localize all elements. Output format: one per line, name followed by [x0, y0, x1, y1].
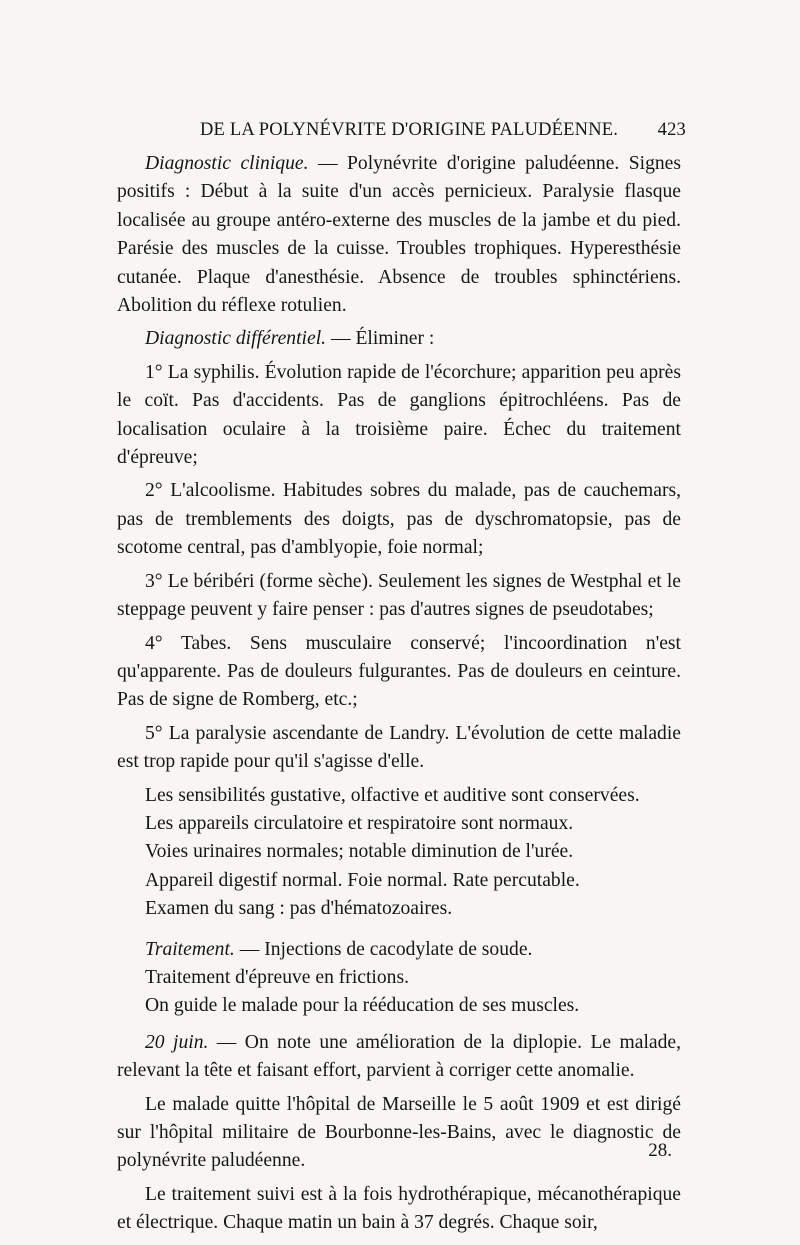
paragraph-lead: 20 juin. [145, 1031, 209, 1053]
paragraph-item-2 [117, 477, 681, 562]
traitement-lead: Traitement. [145, 938, 235, 960]
list-line: Les appareils circulatoire et respiratoire sont normaux. [145, 812, 574, 834]
page-number: 423 [657, 120, 686, 140]
paragraph-item-5 [117, 720, 681, 777]
paragraph-text: 1° La syphilis. Évolution rapide de l'écorchure; apparition peu après le coït. Pas d'accidents. Pas de ganglions épitrochléens. Pas de localisation oculaire à la troisième paire. Échec du traitement d'épreuve; [117, 361, 681, 469]
paragraph-text: Le malade quitte l'hôpital de Marseille le 5 août 1909 et est dirigé sur l'hôpital militaire de Bourbonne-les-Bains, avec le diagnostic de polynévrite paludéenne. [117, 1093, 681, 1172]
paragraph-text: — Éliminer : [326, 328, 435, 350]
list-line: Traitement d'épreuve en frictions. [145, 966, 409, 988]
paragraph-depart [117, 1091, 681, 1176]
paragraph-text: 5° La paralysie ascendante de Landry. L'évolution de cette maladie est trop rapide pour qu'il s'agisse d'elle. [117, 722, 681, 773]
paragraph-item-3 [117, 568, 681, 625]
paragraph-text: 2° L'alcoolisme. Habitudes sobres du malade, pas de cauchemars, pas de tremblements des doigts, pas de dyschromatopsie, pas de scotome central, pas d'amblyopie, foie normal; [117, 480, 681, 559]
paragraph-diagnostic-differentiel [117, 325, 681, 353]
header-title: DE LA POLYNÉVRITE D'ORIGINE PALUDÉENNE. [200, 120, 619, 140]
list-line: Les sensibilités gustative, olfactive et auditive sont conservées. [145, 784, 640, 806]
body-text [117, 150, 681, 1243]
paragraph-lead: Diagnostic différentiel. [145, 328, 327, 350]
traitement-heading-line [117, 936, 681, 964]
paragraph-diagnostic-clinique [117, 150, 681, 320]
paragraph-item-1 [117, 359, 681, 473]
signature-mark: 28. [648, 1140, 672, 1161]
list-line: Examen du sang : pas d'hématozoaires. [145, 898, 453, 920]
paragraph-text: — On note une amélioration de la diplopie. Le malade, relevant la tête et faisant effort, parvient à corriger cette anomalie. [117, 1031, 681, 1082]
paragraph-lead: Diagnostic clinique. [145, 153, 309, 174]
list-line: On guide le malade pour la rééducation de ses muscles. [145, 995, 580, 1017]
list-line: Appareil digestif normal. Foie normal. Rate percutable. [145, 869, 580, 891]
paragraph-text: — Polynévrite d'origine paludéenne. Signes positifs : Début à la suite d'un accès pernicieux. Paralysie flasque localisée au groupe antéro-externe des muscles de la jambe et du pied. Parésie des muscles de la cuisse. Troubles trophiques. Hyperesthésie cutanée. Plaque d'anesthésie. Absence de troubles sphinctériens. Abolition du réflexe rotulien. [117, 153, 681, 317]
list-line: Voies urinaires normales; notable diminution de l'urée. [145, 841, 574, 863]
paragraph-text: 3° Le béribéri (forme sèche). Seulement les signes de Westphal et le steppage peuvent y faire penser : pas d'autres signes de pseudotabes; [117, 570, 681, 621]
paragraph-20-juin [117, 1029, 681, 1086]
paragraph-text: 4° Tabes. Sens musculaire conservé; l'incoordination n'est qu'apparente. Pas de douleurs fulgurantes. Pas de douleurs en ceinture. Pas de signe de Romberg, etc.; [117, 632, 681, 711]
paragraph-text: Le traitement suivi est à la fois hydrothérapique, mécanothérapique et électrique. Chaque matin un bain à 37 degrés. Chaque soir, [117, 1183, 681, 1234]
traitement-text: — Injections de cacodylate de soude. [234, 938, 533, 960]
paragraph-traitement-suivi [117, 1181, 681, 1238]
paragraph-item-4 [117, 630, 681, 715]
